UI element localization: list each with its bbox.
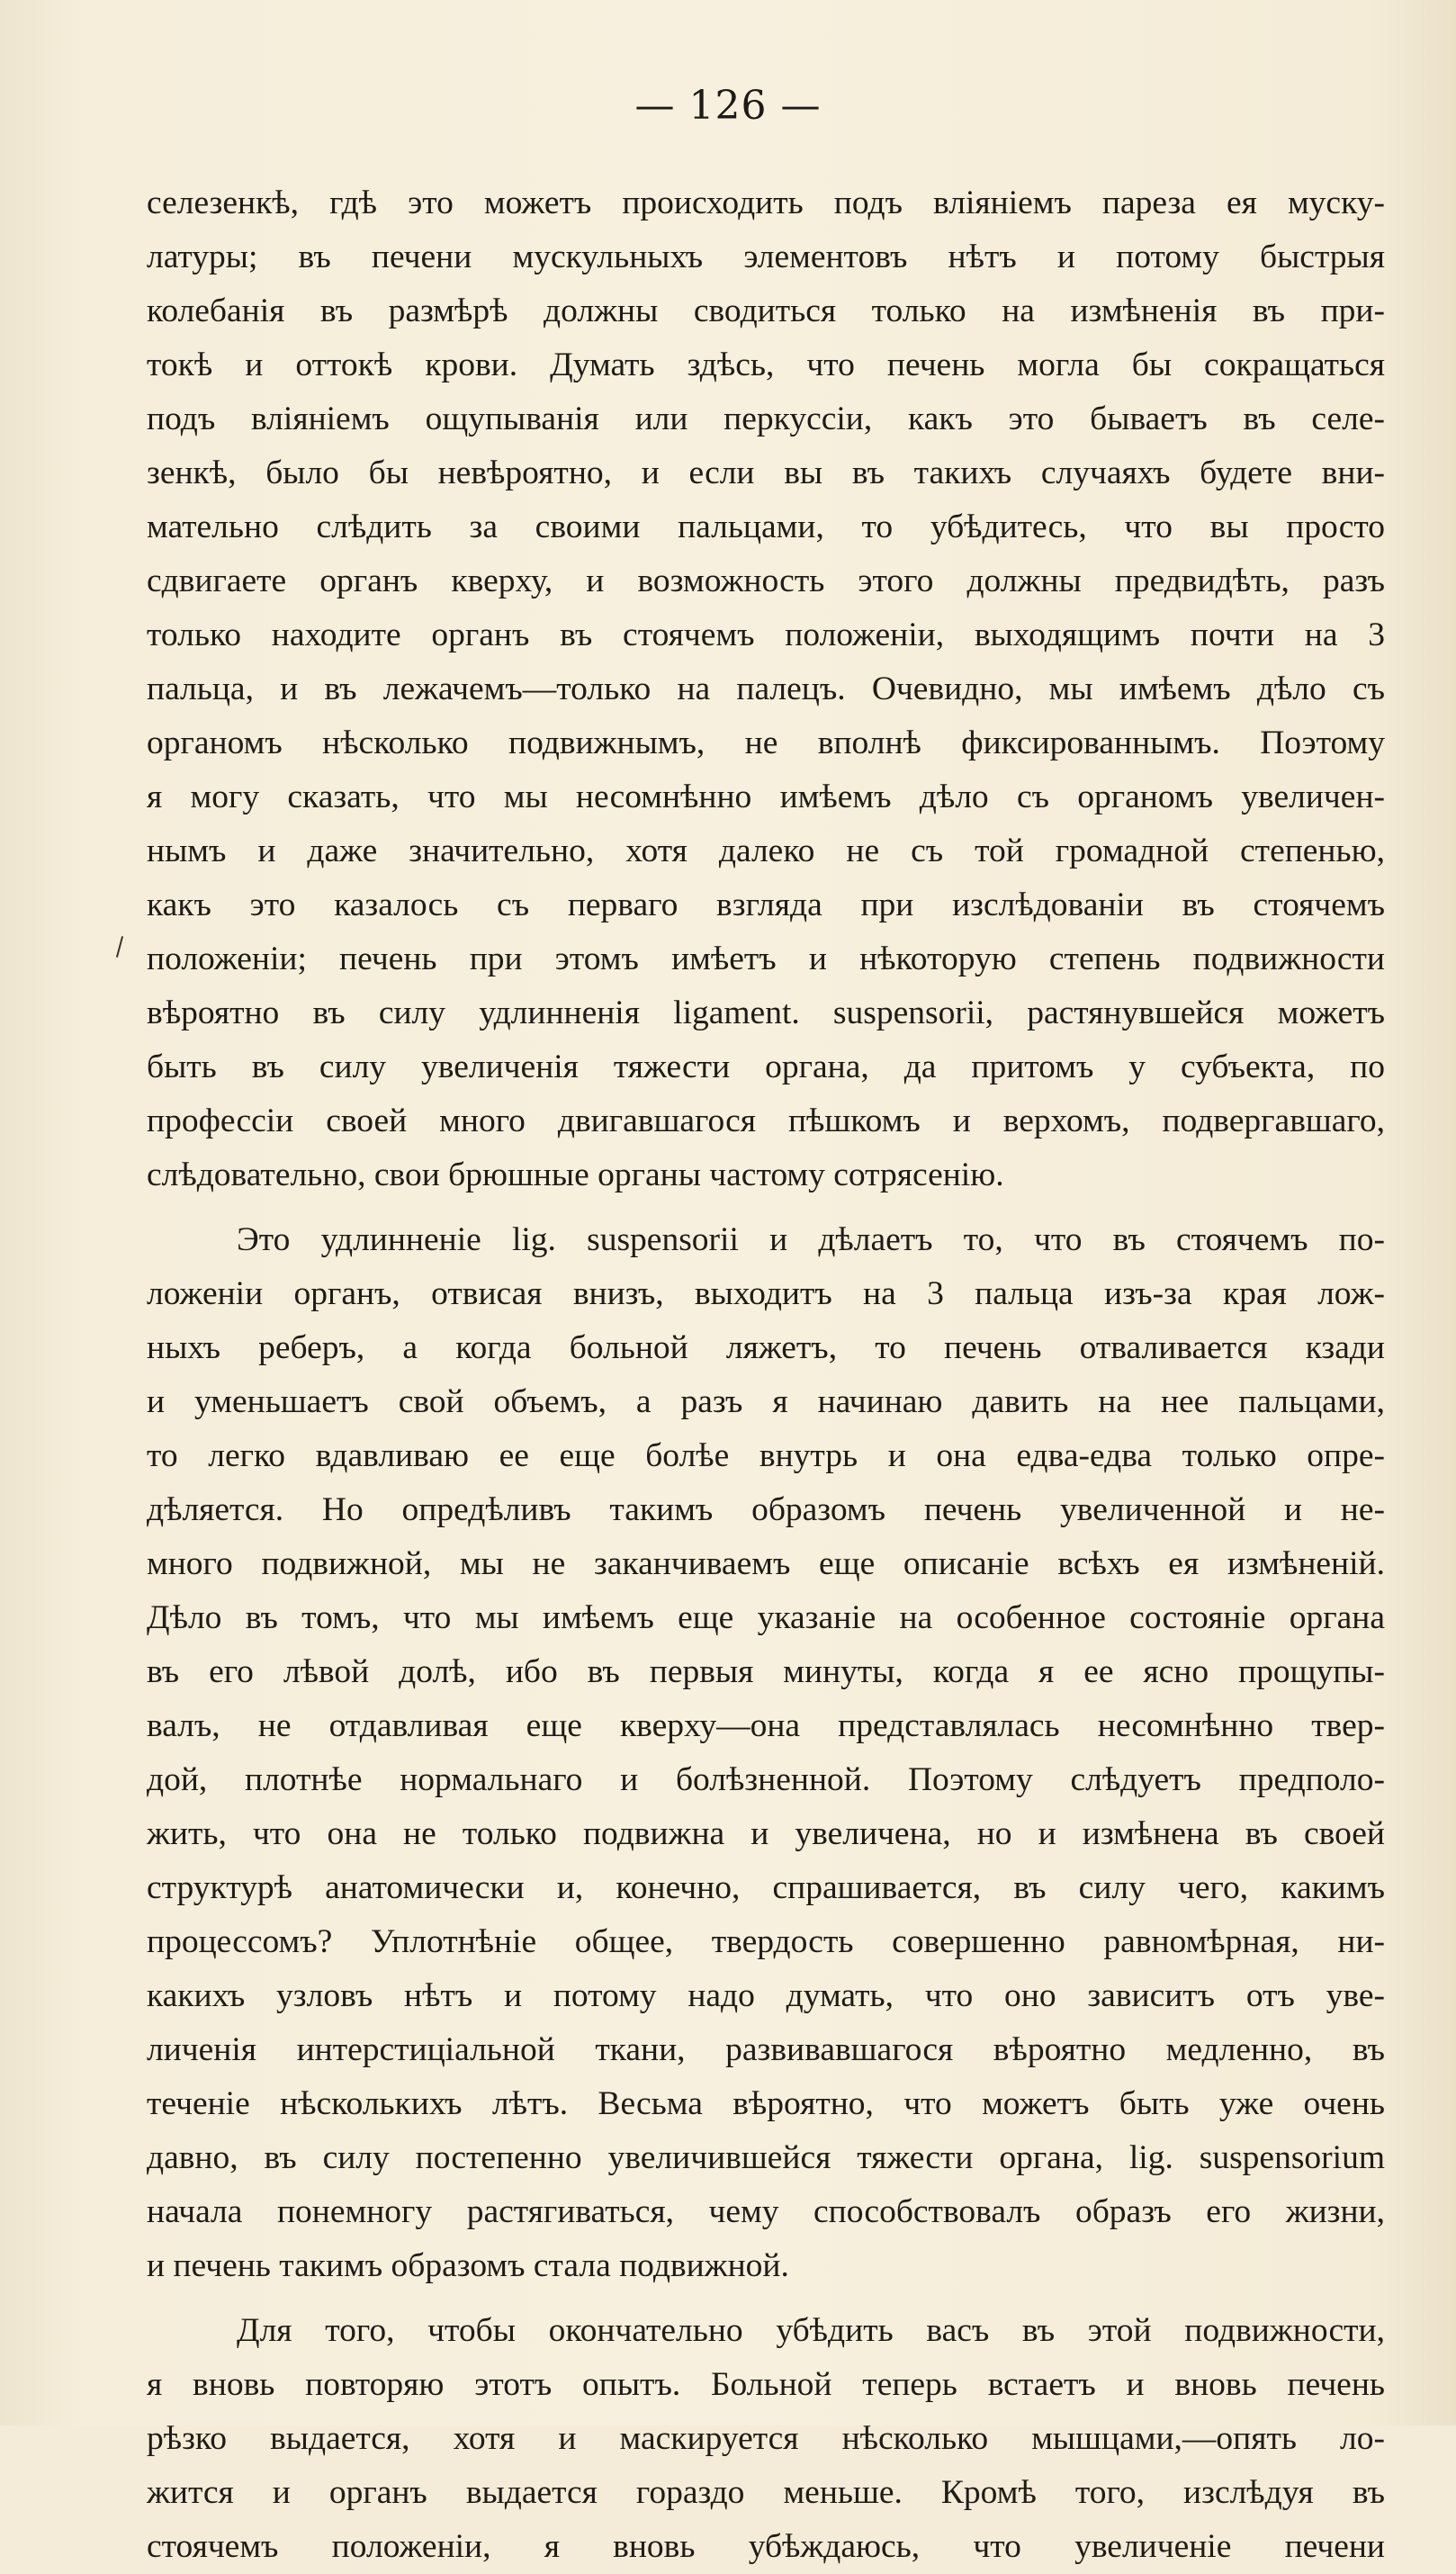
paragraph: [147, 176, 1385, 1202]
text-line: пальца, и въ лежачемъ—только на палецъ. Очевидно, мы имѣемъ дѣло съ: [147, 670, 1385, 707]
text-line: мательно слѣдить за своими пальцами, то убѣдитесь, что вы просто: [147, 508, 1385, 545]
text-line: зенкѣ, было бы невѣроятно, и если вы въ такихъ случаяхъ будете вни-: [147, 454, 1385, 491]
margin-mark: [116, 936, 123, 958]
text-line: я могу сказать, что мы несомнѣнно имѣемъ дѣло съ органомъ увеличен-: [147, 778, 1385, 815]
text-line: и уменьшаетъ свой объемъ, а разъ я начинаю давить на нее пальцами,: [147, 1383, 1385, 1420]
text-line: и печень такимъ образомъ стала подвижной.: [147, 2247, 789, 2284]
text-line: органомъ нѣсколько подвижнымъ, не вполнѣ фиксированнымъ. Поэтому: [147, 724, 1385, 761]
text-line: много подвижной, мы не заканчиваемъ еще описаніе всѣхъ ея измѣненій.: [147, 1545, 1385, 1582]
text-line: вѣроятно въ силу удлинненія ligament. suspensorii, растянувшейся можетъ: [147, 994, 1385, 1031]
text-line: сдвигаете органъ кверху, и возможность этого должны предвидѣть, разъ: [147, 562, 1385, 599]
text-line: давно, въ силу постепенно увеличившейся тяжести органа, lig. suspensorium: [147, 2139, 1385, 2176]
text-line: профессіи своей много двигавшагося пѣшкомъ и верхомъ, подвергавшаго,: [147, 1102, 1385, 1139]
paragraph: [147, 1213, 1385, 2293]
text-line: валъ, не отдавливая еще кверху—она представлялась несомнѣнно твер-: [147, 1707, 1385, 1744]
text-line: въ его лѣвой долѣ, ибо въ первыя минуты, когда я ее ясно прощупы-: [147, 1653, 1385, 1690]
text-line: процессомъ? Уплотнѣніе общее, твердость совершенно равномѣрная, ни-: [147, 1923, 1385, 1960]
text-line: Для того, чтобы окончательно убѣдить васъ въ этой подвижности,: [237, 2312, 1385, 2349]
paragraph-gap: [147, 2293, 1385, 2304]
text-line: слѣдовательно, свои брюшные органы частому сотрясенію.: [147, 1156, 1004, 1193]
text-line: то легко вдавливаю ее еще болѣе внутрь и она едва-едва только опре-: [147, 1437, 1385, 1474]
text-line: латуры; въ печени мускульныхъ элементовъ нѣтъ и потому быстрыя: [147, 238, 1385, 275]
text-line: начала понемногу растягиваться, чему способствовалъ образъ его жизни,: [147, 2193, 1385, 2230]
text-line: рѣзко выдается, хотя и маскируется нѣсколько мышцами,—опять ло-: [147, 2420, 1385, 2457]
text-line: ложеніи органъ, отвисая внизъ, выходитъ на 3 пальца изъ-за края лож-: [147, 1275, 1385, 1312]
text-line: нымъ и даже значительно, хотя далеко не съ той громадной степенью,: [147, 832, 1385, 869]
text-line: жится и органъ выдается гораздо меньше. Кромѣ того, изслѣдуя въ: [147, 2474, 1385, 2511]
text-line: подъ вліяніемъ ощупыванія или перкуссіи, какъ это бываетъ въ селе-: [147, 400, 1385, 437]
text-line: жить, что она не только подвижна и увеличена, но и измѣнена въ своей: [147, 1815, 1385, 1852]
text-line: Это удлинненіе lig. suspensorii и дѣлаетъ то, что въ стоячемъ по-: [237, 1221, 1385, 1258]
text-line: стоячемъ положеніи, я вновь убѣждаюсь, что увеличеніе печени: [147, 2528, 1385, 2565]
text-line: дой, плотнѣе нормальнаго и болѣзненной. Поэтому слѣдуетъ предполо-: [147, 1761, 1385, 1798]
page-number: — 126 —: [634, 83, 822, 129]
text-line: только находите органъ въ стоячемъ положеніи, выходящимъ почти на 3: [147, 616, 1385, 653]
text-line: дѣляется. Но опредѣливъ такимъ образомъ печень увеличенной и не-: [147, 1491, 1385, 1528]
text-line: положеніи; печень при этомъ имѣетъ и нѣкоторую степень подвижности: [147, 940, 1385, 977]
text-line: я вновь повторяю этотъ опытъ. Больной теперь встаетъ и вновь печень: [147, 2366, 1385, 2403]
text-line: какъ это казалось съ перваго взгляда при изслѣдованіи въ стоячемъ: [147, 886, 1385, 923]
paragraph-gap: [147, 1202, 1385, 1213]
text-line: теченіе нѣсколькихъ лѣтъ. Весьма вѣроятно, что можетъ быть уже очень: [147, 2085, 1385, 2122]
text-line: селезенкѣ, гдѣ это можетъ происходить подъ вліяніемъ пареза ея муску-: [147, 184, 1385, 221]
text-line: быть въ силу увеличенія тяжести органа, да притомъ у субъекта, по: [147, 1048, 1385, 1085]
text-line: структурѣ анатомически и, конечно, спрашивается, въ силу чего, какимъ: [147, 1869, 1385, 1906]
text-line: какихъ узловъ нѣтъ и потому надо думать, что оно зависитъ отъ уве-: [147, 1977, 1385, 2014]
text-line: личенія интерстиціальной ткани, развивавшагося вѣроятно медленно, въ: [147, 2031, 1385, 2068]
text-line: ныхъ реберъ, а когда больной ляжетъ, то печень отваливается кзади: [147, 1329, 1385, 1366]
body-text: [147, 176, 1385, 2574]
text-line: Дѣло въ томъ, что мы имѣемъ еще указаніе на особенное состояніе органа: [147, 1599, 1385, 1636]
text-line: токѣ и оттокѣ крови. Думать здѣсь, что печень могла бы сокращаться: [147, 346, 1385, 383]
paragraph: [147, 2304, 1385, 2574]
text-line: колебанія въ размѣрѣ должны сводиться только на измѣненія въ при-: [147, 292, 1385, 329]
